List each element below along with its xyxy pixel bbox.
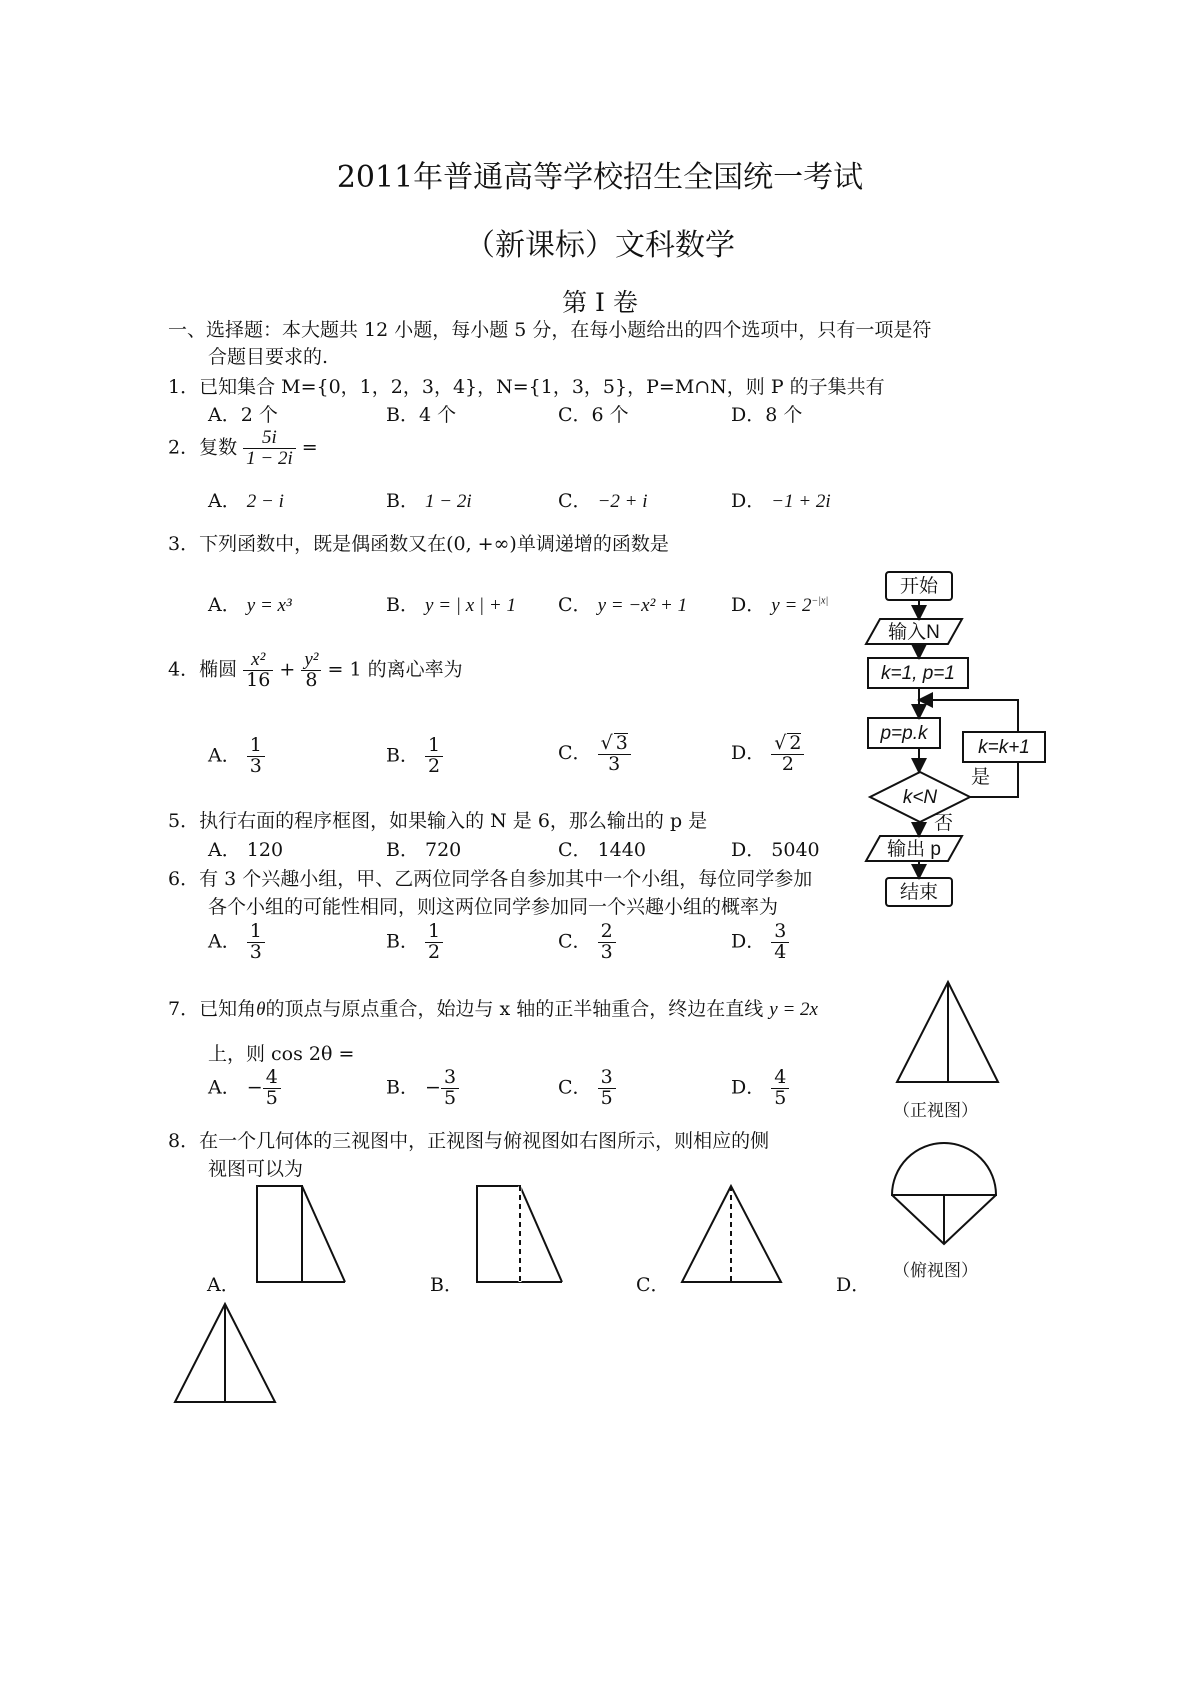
page-title: 2011年普通高等学校招生全国统一考试 (336, 160, 864, 195)
q8-stem-cont: 视图可以为 (208, 1158, 304, 1180)
q8-option-c-figure (674, 1182, 789, 1287)
q8-option-d-label: D． (836, 1274, 871, 1296)
top-view-caption: （俯视图） (893, 1261, 978, 1280)
q3-option-a: A． y = x³ (208, 594, 292, 616)
q6-option-d: D． $\frac{3}{4}$ (731, 922, 789, 963)
q8-option-c-label: C． (636, 1274, 670, 1296)
q2-stem (168, 428, 318, 469)
q8-option-b-figure (470, 1182, 570, 1287)
section-heading-cont: 合题目要求的. (208, 346, 329, 368)
q2-equals: = (301, 436, 318, 459)
flowchart-output: 输出 p (887, 839, 941, 860)
q2-option-c: C． −2 + i (558, 490, 648, 512)
q4-option-d: D． $\frac{√ 2}{2}$ (731, 733, 804, 775)
q2-option-b: B． 1 − 2i (386, 490, 472, 512)
page-subtitle: （新课标）文科数学 (465, 228, 735, 263)
q8-option-b-label: B． (430, 1274, 463, 1296)
flowchart-yes: 是 (971, 767, 991, 788)
q2-numerator: 5i (243, 428, 296, 449)
flowchart-update-k: k=k+1 (978, 737, 1030, 758)
volume-heading: 第 I 卷 (562, 288, 638, 317)
q1-option-c: C．6 个 (558, 404, 629, 426)
q7-option-b: B． − $\frac{3}{5}$ (386, 1068, 459, 1109)
section-heading: 一、选择题：本大题共 12 小题，每小题 5 分，在每小题给出的四个选项中，只有一项是符 (168, 319, 932, 341)
q3-option-d: D． $y = 2^{-|x|}$ (731, 594, 829, 616)
q6-option-c: C． $\frac{2}{3}$ (558, 922, 616, 963)
front-view-figure (892, 978, 1004, 1086)
q3-option-b: B． y = | x | + 1 (386, 594, 516, 616)
q2-denominator: 1 − 2i (246, 447, 293, 469)
q6-option-b: B． $\frac{1}{2}$ (386, 922, 443, 963)
front-view-caption: （正视图） (893, 1101, 978, 1120)
q5-option-b: B． 720 (386, 839, 462, 861)
q7-option-c: C． $\frac{3}{5}$ (558, 1068, 616, 1109)
q1-option-d: D．8 个 (731, 404, 803, 426)
q8-option-a-label: A． (207, 1274, 240, 1296)
flowchart-start: 开始 (899, 576, 939, 597)
q6-option-a: A． $\frac{1}{3}$ (208, 922, 265, 963)
q5-stem: 5．执行右面的程序框图，如果输入的 N 是 6，那么输出的 p 是 (168, 810, 708, 832)
q6-stem: 6．有 3 个兴趣小组，甲、乙两位同学各自参加其中一个小组，每位同学参加 (168, 868, 813, 890)
q7-option-a: A． − $\frac{4}{5}$ (208, 1068, 281, 1109)
q3-option-c: C． y = −x² + 1 (558, 594, 688, 616)
q7-theta: θ (256, 999, 266, 1020)
flowchart-condition: k<N (902, 787, 938, 808)
q4-option-b: B． $\frac{1}{2}$ (386, 736, 443, 777)
q4-fraction-y: $\frac{\text{y²}}{8}$ (301, 650, 321, 691)
q1-stem: 1．已知集合 M={0，1，2，3，4}，N={1，3，5}，P=M∩N，则 P 的子集共有 (168, 376, 885, 398)
q4-fraction-x: $\frac{\text{x²}}{16}$ (243, 650, 273, 691)
q7-stem-cont: 上，则 cos 2θ = (208, 1043, 355, 1065)
q7-line-equation: y = 2x (769, 999, 818, 1020)
q4-stem: 4．椭圆 $\frac{\text{x²}}{16}$ + $\frac{\text{y²}}{8}$ = 1 的离心率为 (168, 649, 463, 691)
q6-stem-cont: 各个小组的可能性相同，则这两位同学参加同一个兴趣小组的概率为 (208, 896, 779, 918)
q7-option-d: D． $\frac{4}{5}$ (731, 1068, 789, 1109)
q8-option-a-figure (250, 1182, 355, 1287)
q3-d-exponent: −|x| (811, 595, 829, 607)
q5-option-c: C． 1440 (558, 839, 646, 861)
q8-option-d-figure (168, 1300, 283, 1408)
q2-option-d: D． −1 + 2i (731, 490, 831, 512)
flowchart-input: 输入N (888, 622, 940, 643)
flowchart (858, 560, 1058, 916)
q4-option-c: C． $\frac{√ 3}{3}$ (558, 733, 631, 775)
q2-fraction (243, 428, 296, 469)
flowchart-end: 结束 (899, 882, 939, 903)
q2-stem-text: 2．复数 (168, 436, 238, 459)
q3-stem: 3．下列函数中，既是偶函数又在(0, +∞)单调递增的函数是 (168, 533, 669, 555)
top-view-figure (888, 1136, 1000, 1248)
flowchart-init: k=1, p=1 (881, 663, 955, 684)
q7-stem: 7．已知角θ的顶点与原点重合，始边与 x 轴的正半轴重合，终边在直线 y = 2x (168, 998, 818, 1020)
q5-option-a: A． 120 (208, 839, 284, 861)
q1-option-b: B．4 个 (386, 404, 457, 426)
q1-option-a: A．2 个 (208, 404, 278, 426)
q3-interval: (0, +∞) (446, 533, 517, 555)
flowchart-update-p: p=p.k (880, 723, 928, 744)
q5-option-d: D． 5040 (731, 839, 820, 861)
flowchart-no: 否 (934, 813, 954, 834)
q2-option-a: A． 2 − i (208, 490, 284, 512)
q4-option-a: A． $\frac{1}{3}$ (208, 736, 265, 777)
q8-stem: 8．在一个几何体的三视图中，正视图与俯视图如右图所示，则相应的侧 (168, 1130, 770, 1152)
